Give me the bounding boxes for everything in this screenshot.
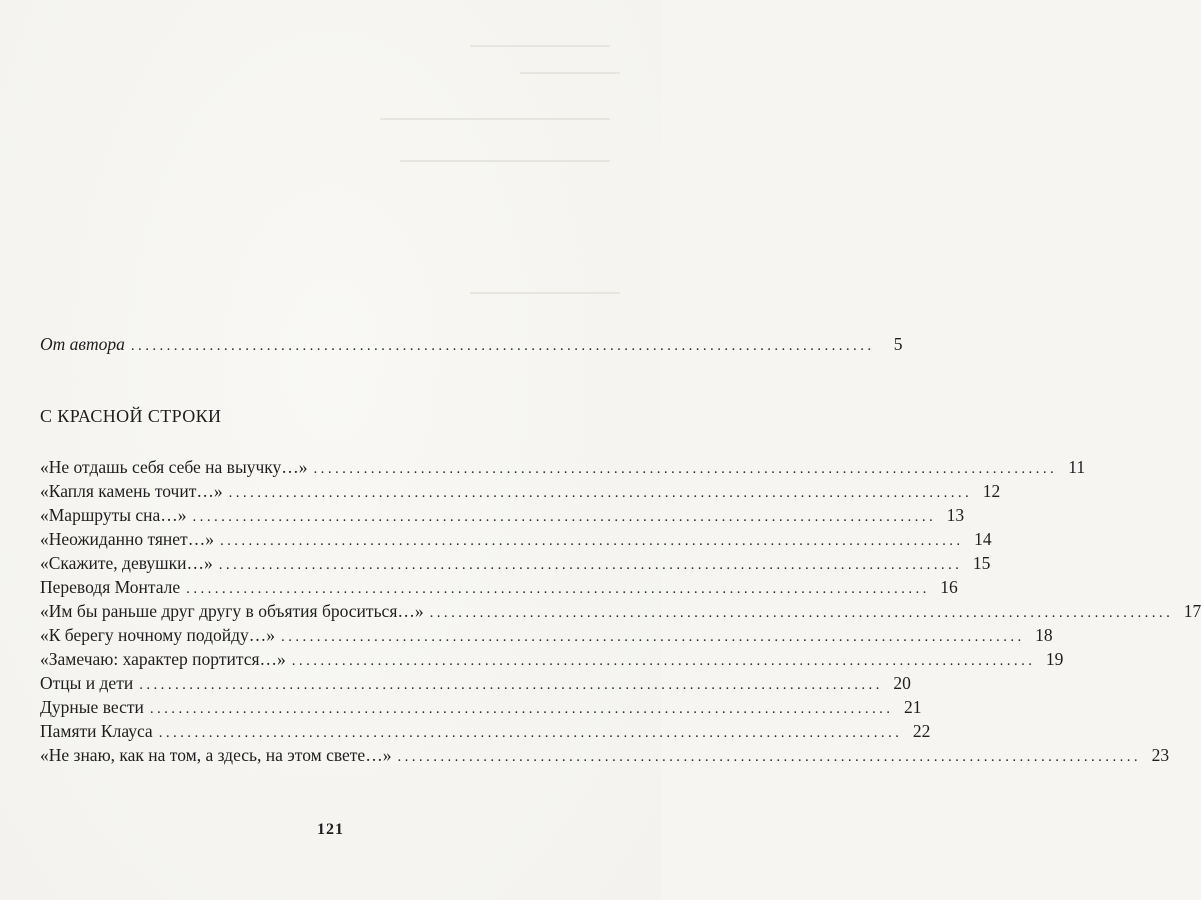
dot-leader: ........................................................................................................ — [219, 533, 964, 549]
toc-entry-title: От автора — [40, 334, 125, 354]
dot-leader: ........................................................................................................ — [186, 581, 930, 597]
toc-entry[interactable] — [40, 575, 958, 599]
toc-entry-title: Дурные вести — [40, 697, 144, 717]
toc-entry[interactable] — [40, 479, 1001, 503]
toc-entry[interactable] — [40, 695, 922, 719]
toc-entry-title: «Не знаю, как на том, а здесь, на этом свете…» — [40, 745, 392, 765]
dot-leader: ........................................................................................................ — [158, 725, 903, 741]
dot-leader: ........................................................................................................ — [313, 461, 1058, 477]
toc-entry-page: 19 — [1045, 649, 1064, 669]
section-heading: С КРАСНОЙ СТРОКИ — [40, 406, 222, 426]
dot-leader: ........................................................................................................ — [139, 677, 883, 693]
toc-entry-page: 18 — [1035, 625, 1053, 645]
show-through-mark — [380, 118, 610, 120]
dot-leader: ........................................................................................................ — [228, 485, 973, 501]
toc-entry-page: 23 — [1151, 745, 1170, 765]
toc-entry[interactable] — [40, 599, 1201, 623]
toc-entry-title: Отцы и дети — [40, 673, 134, 693]
toc-entry[interactable] — [40, 719, 931, 743]
show-through-mark — [400, 160, 610, 162]
show-through-mark — [470, 292, 620, 294]
page-number: 121 — [317, 821, 344, 838]
toc-entry[interactable] — [40, 551, 991, 575]
dot-leader: ........................................................................................................ — [291, 653, 1036, 669]
toc-entry-page: 13 — [946, 505, 965, 525]
toc-entry-title: «Капля камень точит…» — [40, 481, 223, 501]
toc-entry-title: «Замечаю: характер портится…» — [40, 649, 286, 669]
toc-entry-page: 5 — [893, 334, 903, 354]
toc-entry[interactable] — [40, 455, 1086, 479]
toc-entry-title: Переводя Монтале — [40, 577, 181, 597]
show-through-mark — [470, 45, 610, 47]
toc-entry-intro[interactable] — [40, 332, 903, 356]
toc-entry-page: 17 — [1183, 601, 1201, 621]
toc-entry-title: «Не отдашь себя себе на выучку…» — [40, 457, 308, 477]
toc-entry-page: 11 — [1068, 457, 1086, 477]
toc-entry[interactable] — [40, 503, 965, 527]
dot-leader: ........................................................................................................ — [429, 605, 1174, 621]
toc-entry-title: Памяти Клауса — [40, 721, 153, 741]
toc-entry-title: «К берегу ночному подойду…» — [40, 625, 276, 645]
toc-entry-title: «Им бы раньше друг другу в объятия броситься…» — [40, 601, 424, 621]
toc-entry[interactable] — [40, 647, 1064, 671]
show-through-mark — [520, 72, 620, 74]
toc-entry-page: 20 — [893, 673, 911, 693]
toc-entry-page: 14 — [974, 529, 992, 549]
toc-entry-title: «Неожиданно тянет…» — [40, 529, 214, 549]
toc-entry-title: «Скажите, девушки…» — [40, 553, 213, 573]
toc-entry-page: 22 — [912, 721, 931, 741]
dot-leader: ........................................................................................................ — [149, 701, 894, 717]
toc-entry-page: 12 — [982, 481, 1001, 501]
dot-leader: ........................................................................................................ — [192, 509, 937, 525]
toc-entry[interactable] — [40, 527, 992, 551]
toc-entry-page: 16 — [940, 577, 958, 597]
dot-leader: ........................................................................................................ — [218, 557, 963, 573]
dot-leader: ........................................................................................................ — [397, 749, 1142, 765]
toc-entry[interactable] — [40, 743, 1170, 767]
dot-leader: ........................................................................................................ — [281, 629, 1025, 645]
toc-entry-title: «Маршруты сна…» — [40, 505, 187, 525]
dot-leader: ........................................................................................................ — [130, 338, 875, 354]
toc-entry[interactable] — [40, 671, 911, 695]
toc-entry-page: 21 — [903, 697, 922, 717]
toc-entry[interactable] — [40, 623, 1053, 647]
toc-entry-page: 15 — [972, 553, 991, 573]
